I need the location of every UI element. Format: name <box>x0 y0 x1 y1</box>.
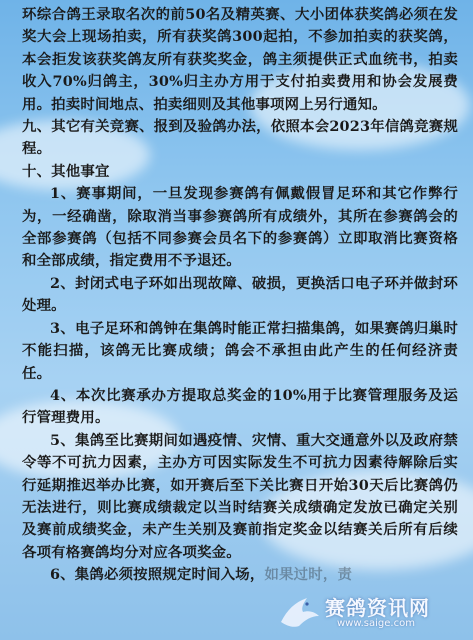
item-6-text: 6、集鸽必须按照规定时间入场， <box>50 566 265 584</box>
item-6 <box>22 564 458 586</box>
watermark-url: www.saige.com <box>337 618 415 629</box>
section-heading-9: 九、其它有关竞赛、报到及验鸽办法，依照本会2023年信鸽竞赛规程。 <box>22 118 458 158</box>
document-body <box>22 4 458 587</box>
pigeon-logo-icon <box>277 592 321 632</box>
item-5: 5、集鸽至比赛期间如遇疫情、灾情、重大交通意外以及政府禁令等不可抗力因素，主办方可因实际发生不可抗力因素待解除后实行延期推迟举办比赛，如开赛后至下关比赛日开始30天后比赛鸽仍无法进行，则比赛成绩裁定以当时结赛关成绩确定发放已确定关别及赛前成绩奖金，未产生关别及赛前指定奖金以结赛关后所有后续各项有格赛鸽均分对应各项奖金。 <box>22 431 458 561</box>
item-4: 4、本次比赛承办方提取总奖金的10%用于比赛管理服务及运行管理费用。 <box>22 386 458 427</box>
item-6-tail: 如果过时，责 <box>264 566 353 584</box>
watermark-title: 赛鸽资讯网 <box>325 596 430 620</box>
item-3: 3、电子足环和鸽钟在集鸽时能正常扫描集鸽，如果赛鸽归巢时不能扫描，该鸽无比赛成绩；鸽会不承担由此产生的任何经济责任。 <box>22 319 458 382</box>
paragraph-auction: 环综合鸽王录取名次的前50名及精英赛、大小团体获奖鸽必须在发奖大会上现场拍卖，所有获奖鸽300起拍，不参加拍卖的获奖鸽，本会拒发该获奖鸽友所有获奖奖金，鸽主须提供正式血统书，拍卖收入70%归鸽主，30%归主办方用于支付拍卖费用和协会发展费用。拍卖时间地点、拍卖细则及其他事项网上另行通知。 <box>22 6 458 113</box>
item-2: 2、封闭式电子环如出现故障、破损，更换活口电子环并做封环处理。 <box>22 274 458 315</box>
section-heading-10: 十、其他事宜 <box>22 162 110 180</box>
site-watermark <box>277 590 467 636</box>
item-1: 1、赛事期间，一旦发现参赛鸽有佩戴假冒足环和其它作弊行为，一经确凿，除取消当事参赛鸽所有成绩外，其所在参赛鸽会的全部参赛鸽（包括不同参赛会员名下的参赛鸽）立即取消比赛资格和全部成绩，指定费用不予退还。 <box>22 185 458 270</box>
